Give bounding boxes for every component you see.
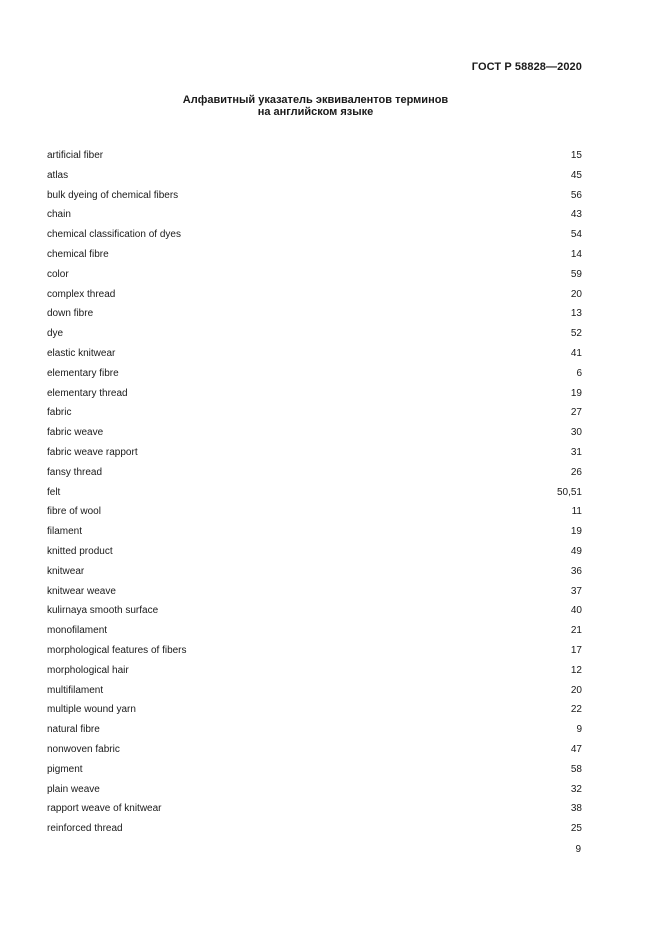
index-term-number: 45	[570, 169, 582, 181]
index-term: felt	[47, 486, 61, 498]
index-term: fibre of wool	[47, 506, 101, 518]
index-entry	[47, 645, 582, 665]
index-term: kulirnaya smooth surface	[47, 605, 159, 617]
index-entry	[47, 724, 582, 744]
index-term-number: 50,51	[556, 486, 582, 498]
index-term: elementary thread	[47, 387, 128, 399]
index-term-number: 54	[570, 229, 582, 241]
index-term: complex thread	[47, 288, 116, 300]
index-term: reinforced thread	[47, 823, 123, 835]
index-term-number: 17	[570, 644, 582, 656]
index-entry	[47, 467, 582, 487]
index-term: fansy thread	[47, 466, 103, 478]
page-number: 9	[575, 844, 581, 855]
index-term-number: 6	[576, 367, 582, 379]
index-term: plain weave	[47, 783, 100, 795]
index-term: pigment	[47, 763, 83, 775]
index-entry	[47, 170, 582, 190]
index-term: knitwear	[47, 565, 85, 577]
index-term: morphological hair	[47, 664, 129, 676]
index-term: knitted product	[47, 545, 113, 557]
index-title-line-2: на английском языке	[257, 106, 374, 118]
index-entry	[47, 209, 582, 229]
index-entry	[47, 368, 582, 388]
index-entry	[47, 823, 582, 843]
index-term: fabric weave	[47, 427, 104, 439]
index-term: filament	[47, 526, 83, 538]
index-term: knitwear weave	[47, 585, 116, 597]
index-term-number: 49	[570, 545, 582, 557]
index-entry	[47, 328, 582, 348]
index-term-number: 41	[570, 347, 582, 359]
index-term: color	[47, 268, 69, 280]
document-code: ГОСТ Р 58828—2020	[471, 61, 582, 73]
index-term: chain	[47, 209, 71, 221]
index-term-number: 56	[570, 189, 582, 201]
index-term-number: 47	[570, 743, 582, 755]
index-term: multiple wound yarn	[47, 704, 136, 716]
index-term-number: 32	[570, 783, 582, 795]
index-entry	[47, 506, 582, 526]
index-term-number: 36	[570, 565, 582, 577]
index-entry	[47, 308, 582, 328]
index-entry	[47, 447, 582, 467]
index-term-number: 26	[570, 466, 582, 478]
index-term-number: 38	[570, 803, 582, 815]
index-term: fabric weave rapport	[47, 446, 138, 458]
index-entry	[47, 803, 582, 823]
index-term-number: 27	[570, 407, 582, 419]
index-term: chemical fibre	[47, 248, 109, 260]
index-term-number: 40	[570, 605, 582, 617]
index-term: atlas	[47, 169, 69, 181]
index-entry	[47, 566, 582, 586]
index-term-number: 15	[570, 150, 582, 161]
index-term-number: 20	[570, 684, 582, 696]
index-entry	[47, 744, 582, 764]
index-term: morphological features of fibers	[47, 644, 187, 656]
index-term-number: 19	[570, 387, 582, 399]
index-entry	[47, 427, 582, 447]
index-entry	[47, 150, 582, 170]
index-term: dye	[47, 328, 64, 340]
index-term: down fibre	[47, 308, 94, 320]
index-term: natural fibre	[47, 724, 100, 736]
index-term: chemical classification of dyes	[47, 229, 181, 241]
term-index-list	[47, 150, 582, 843]
index-term-number: 59	[570, 268, 582, 280]
index-entry	[47, 487, 582, 507]
index-term-number: 25	[570, 823, 582, 835]
index-term: artificial fiber	[47, 150, 104, 161]
index-entry	[47, 546, 582, 566]
index-term-number: 30	[570, 427, 582, 439]
index-term-number: 13	[570, 308, 582, 320]
index-entry	[47, 249, 582, 269]
index-entry	[47, 269, 582, 289]
index-term: monofilament	[47, 625, 108, 637]
index-term-number: 9	[576, 724, 582, 736]
index-term-number: 37	[570, 585, 582, 597]
index-entry	[47, 388, 582, 408]
index-term-number: 20	[570, 288, 582, 300]
index-term: fabric	[47, 407, 72, 419]
index-entry	[47, 407, 582, 427]
index-term-number: 43	[570, 209, 582, 221]
index-term-number: 22	[570, 704, 582, 716]
index-entry	[47, 289, 582, 309]
index-term: multifilament	[47, 684, 104, 696]
index-term-number: 14	[570, 248, 582, 260]
index-entry	[47, 348, 582, 368]
index-term-number: 52	[570, 328, 582, 340]
index-term-number: 31	[570, 446, 582, 458]
index-term-number: 11	[571, 506, 582, 518]
index-entry	[47, 704, 582, 724]
index-entry	[47, 784, 582, 804]
index-entry	[47, 685, 582, 705]
index-term: bulk dyeing of chemical fibers	[47, 189, 179, 201]
index-entry	[47, 625, 582, 645]
index-term-number: 21	[570, 625, 582, 637]
index-term: elementary fibre	[47, 367, 119, 379]
index-term: nonwoven fabric	[47, 743, 120, 755]
index-title-line-1: Алфавитный указатель эквивалентов терминов	[182, 94, 449, 106]
index-entry	[47, 665, 582, 685]
index-entry	[47, 764, 582, 784]
index-entry	[47, 586, 582, 606]
index-entry	[47, 229, 582, 249]
index-entry	[47, 190, 582, 210]
index-term-number: 12	[570, 664, 582, 676]
index-term-number: 58	[570, 763, 582, 775]
index-term: rapport weave of knitwear	[47, 803, 162, 815]
index-entry	[47, 526, 582, 546]
index-title	[0, 94, 631, 118]
index-term-number: 19	[570, 526, 582, 538]
index-entry	[47, 605, 582, 625]
index-term: elastic knitwear	[47, 347, 116, 359]
